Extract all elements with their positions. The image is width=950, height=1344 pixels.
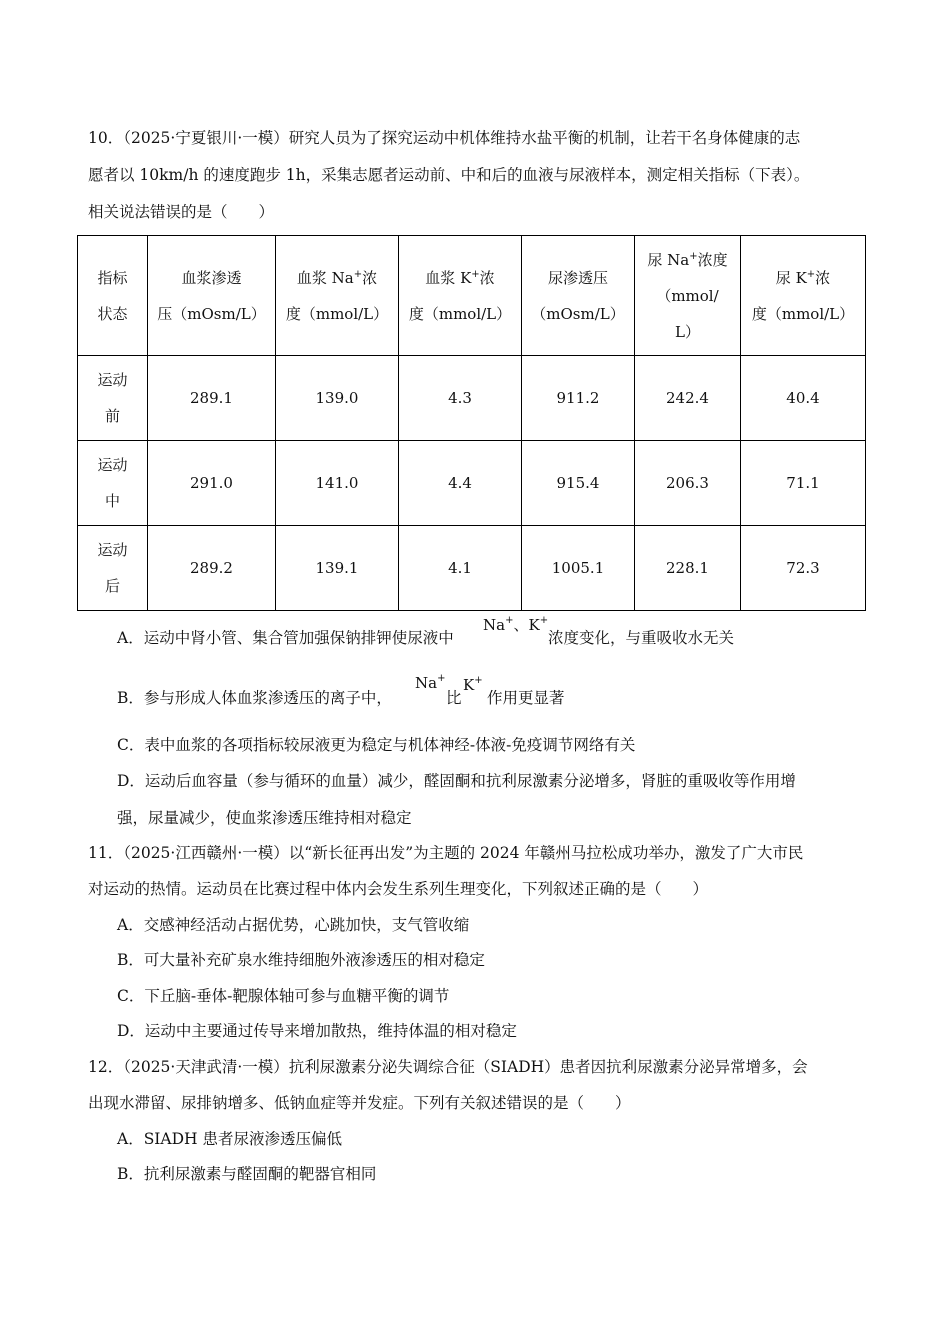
- q10-option-a-text-end: 浓度变化，与重吸收水无关: [548, 629, 735, 647]
- table-cell: 289.2: [148, 526, 276, 611]
- row-state-cell: 运动 后: [78, 526, 148, 611]
- ion-na: Na: [483, 616, 506, 634]
- header-cell-urine-na: 尿 Na+浓度 （mmol/ L）: [635, 236, 741, 356]
- q10-option-d-line1: D．运动后血容量（参与循环的血量）减少，醛固酮和抗利尿激素分泌增多，肾脏的重吸收等作用增: [117, 772, 796, 790]
- table-cell: 139.1: [276, 526, 399, 611]
- q10-option-a-text: A．运动中肾小管、集合管加强保钠排钾使尿液中: [117, 629, 454, 647]
- q10-option-d-line2: 强，尿量减少，使血浆渗透压维持相对稳定: [117, 809, 412, 827]
- q11-stem-line1: 11．（2025·江西赣州·一模）以“新长征再出发”为主题的 2024 年赣州马拉松成功举办，激发了广大市民: [88, 844, 804, 862]
- header-cell-urine-osmolality: 尿渗透压 （mOsm/L）: [522, 236, 635, 356]
- q10-option-b-text-end: 作用更显著: [487, 689, 565, 707]
- q10-stem-line1: 10．（2025·宁夏银川·一模）研究人员为了探究运动中机体维持水盐平衡的机制，让若干名身体健康的志: [88, 129, 801, 147]
- q12-stem-line1: 12．（2025·天津武清·一模）抗利尿激素分泌失调综合征（SIADH）患者因抗利尿激素分泌异常增多，会: [88, 1058, 808, 1076]
- table-cell: 141.0: [276, 441, 399, 526]
- header-cell-urine-k: 尿 K+浓 度（mmol/L）: [741, 236, 866, 356]
- q11-stem-line2: 对运动的热情。运动员在比赛过程中体内会发生系列生理变化，下列叙述正确的是（ ）: [88, 880, 709, 898]
- q11-option-d: D．运动中主要通过传导来增加散热，维持体温的相对稳定: [117, 1022, 517, 1040]
- q10-stem-line2: 愿者以 10km/h 的速度跑步 1h，采集志愿者运动前、中和后的血液与尿液样本，测定相关指标（下表）。: [88, 166, 810, 184]
- table-cell: 4.4: [399, 441, 522, 526]
- table-cell: 40.4: [741, 356, 866, 441]
- ion-charge: +: [505, 615, 514, 626]
- ion-charge: +: [539, 615, 549, 626]
- q11-option-a: A．交感神经活动占据优势，心跳加快，支气管收缩: [117, 916, 470, 934]
- table-row: [78, 356, 866, 441]
- q10-option-b-text: B．参与形成人体血浆渗透压的离子中，: [117, 689, 392, 707]
- q10-option-b-compare: 比: [446, 689, 462, 707]
- table-cell: 1005.1: [522, 526, 635, 611]
- header-cell-plasma-osmolality: 血浆渗透 压（mOsm/L）: [148, 236, 276, 356]
- ion-separator: 、: [513, 616, 529, 634]
- q12-option-b: B．抗利尿激素与醛固酮的靶器官相同: [117, 1165, 377, 1183]
- table-row: [78, 526, 866, 611]
- table-cell: 4.3: [399, 356, 522, 441]
- q10-option-b-ion-k: K+: [463, 675, 483, 694]
- q12-stem-line2: 出现水滞留、尿排钠增多、低钠血症等并发症。下列有关叙述错误的是（ ）: [88, 1094, 631, 1112]
- table-cell: 228.1: [635, 526, 741, 611]
- header-cell-indicator: 指标 状态: [78, 236, 148, 356]
- q11-option-b: B．可大量补充矿泉水维持细胞外液渗透压的相对稳定: [117, 951, 485, 969]
- table-cell: 911.2: [522, 356, 635, 441]
- table-cell: 915.4: [522, 441, 635, 526]
- q10-data-table: [77, 235, 866, 611]
- table-cell: 206.3: [635, 441, 741, 526]
- table-cell: 4.1: [399, 526, 522, 611]
- table-row: [78, 441, 866, 526]
- table-cell: 291.0: [148, 441, 276, 526]
- q11-option-c: C．下丘脑-垂体-靶腺体轴可参与血糖平衡的调节: [117, 987, 450, 1005]
- header-cell-plasma-na: 血浆 Na+浓 度（mmol/L）: [276, 236, 399, 356]
- row-state-cell: 运动 前: [78, 356, 148, 441]
- ion-k: K: [528, 616, 540, 634]
- q10-option-a-ions: [483, 614, 548, 635]
- table-cell: 289.1: [148, 356, 276, 441]
- table-cell: 71.1: [741, 441, 866, 526]
- table-cell: 139.0: [276, 356, 399, 441]
- row-state-cell: 运动 中: [78, 441, 148, 526]
- table-cell: 72.3: [741, 526, 866, 611]
- table-header-row: [78, 236, 866, 356]
- q10-option-c: C．表中血浆的各项指标较尿液更为稳定与机体神经-体液-免疫调节网络有关: [117, 736, 636, 754]
- q10-option-b-ion-na: Na+: [415, 673, 446, 692]
- header-cell-plasma-k: 血浆 K+浓 度（mmol/L）: [399, 236, 522, 356]
- q12-option-a: A．SIADH 患者尿液渗透压偏低: [117, 1130, 343, 1148]
- q10-stem-line3: 相关说法错误的是（ ）: [88, 203, 275, 221]
- table-cell: 242.4: [635, 356, 741, 441]
